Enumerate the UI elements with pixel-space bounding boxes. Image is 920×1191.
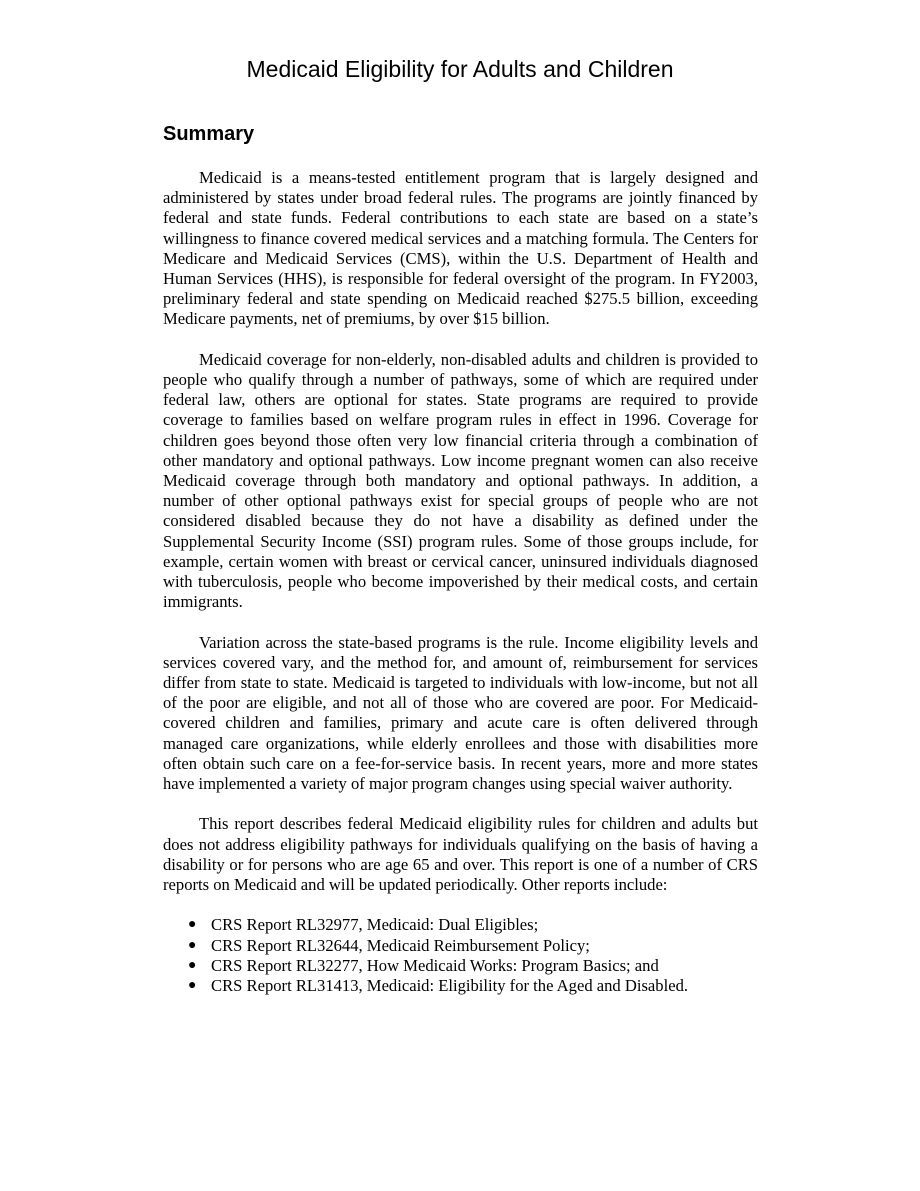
report-reference: CRS Report RL31413, Medicaid: Eligibility for the Aged and Disabled. (211, 976, 689, 996)
report-reference: CRS Report RL32977, Medicaid: Dual Eligibles; (211, 915, 539, 935)
report-reference: CRS Report RL32277, How Medicaid Works: Program Basics; and (211, 955, 659, 975)
paragraph-report-scope: This report describes federal Medicaid eligibility rules for children and adults but does not address eligibility pathways for individuals qualifying on the basis of having a disability or for persons who are age 65 and over. This report is one of a number of CRS reports on Medicaid and will be updated periodically. Other reports include: (163, 814, 758, 895)
paragraph-state-variation: Variation across the state-based programs is the rule. Income eligibility levels and services covered vary, and the method for, and amount of, reimbursement for services differ from state to state. Medicaid is targeted to individuals with low-income, but not all of the poor are eligible, and not all of those who are covered are poor. For Medicaid-covered children and families, primary and acute care is often delivered through managed care organizations, while elderly enrollees and those with disabilities more often obtain such care on a fee-for-service basis. In recent years, more and more states have implemented a variety of major program changes using special waiver authority. (163, 632, 758, 794)
list-item (163, 936, 758, 956)
bullet-icon: ● (188, 937, 197, 953)
paragraph-coverage-pathways: Medicaid coverage for non-elderly, non-disabled adults and children is provided to people who qualify through a number of pathways, some of which are required under federal law, others are optional for states. State programs are required to provide coverage to families based on welfare program rules in effect in 1996. Coverage for children goes beyond those often very low financial criteria through a combination of other mandatory and optional pathways. Low income pregnant women can also receive Medicaid coverage through both mandatory and optional pathways. In addition, a number of other optional pathways exist for special groups of people who are not considered disabled because they do not have a disability as defined under the Supplemental Security Income (SSI) program rules. Some of those groups include, for example, certain women with breast or cervical cancer, uninsured individuals diagnosed with tuberculosis, people who become impoverished by their medical costs, and certain immigrants. (163, 349, 758, 612)
summary-body (163, 168, 758, 996)
paragraph-overview: Medicaid is a means-tested entitlement program that is largely designed and administered by states under broad federal rules. The programs are jointly financed by federal and state funds. Federal contributions to each state are based on a state’s willingness to finance covered medical services and a matching formula. The Centers for Medicare and Medicaid Services (CMS), within the U.S. Department of Health and Human Services (HHS), is responsible for federal oversight of the program. In FY2003, preliminary federal and state spending on Medicaid reached $275.5 billion, exceeding Medicare payments, net of premiums, by over $15 billion. (163, 168, 758, 329)
section-heading-summary: Summary (163, 123, 255, 145)
list-item (163, 956, 758, 976)
report-reference: CRS Report RL32644, Medicaid Reimbursement Policy; (211, 935, 590, 955)
bullet-icon: ● (188, 917, 197, 933)
list-item (163, 915, 758, 935)
list-item (163, 976, 758, 996)
related-reports-list (163, 915, 758, 996)
bullet-icon: ● (188, 978, 197, 994)
page-title: Medicaid Eligibility for Adults and Children (246, 56, 674, 82)
bullet-icon: ● (188, 957, 197, 973)
